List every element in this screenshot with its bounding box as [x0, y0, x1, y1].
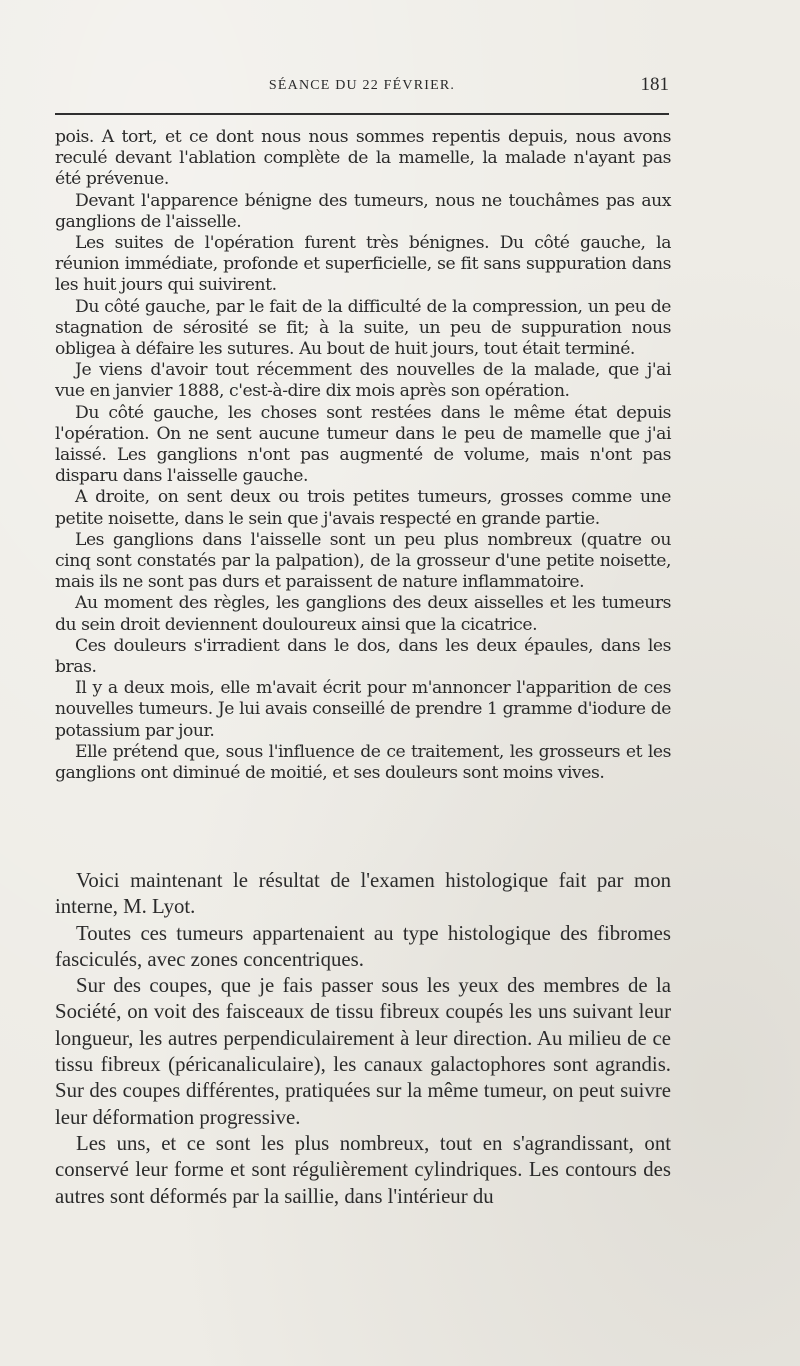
paragraph: Toutes ces tumeurs appartenaient au type histologique des fibromes fasciculés, avec zones concentriques.	[55, 921, 671, 971]
paragraph: Voici maintenant le résultat de l'examen histologique fait par mon interne, M. Lyot.	[55, 869, 671, 919]
running-head: SÉANCE DU 22 FÉVRIER.	[268, 78, 456, 93]
header-rule	[55, 113, 669, 115]
paragraph: Les uns, et ce sont les plus nombreux, tout en s'agrandissant, ont conservé leur forme et sont régulièrement cylindriques. Les contours des autres sont déformés par la saillie, dans l'intérieur du	[55, 1131, 671, 1208]
paragraph: Au moment des règles, les ganglions des deux aisselles et les tumeurs du sein droit deviennent douloureux ainsi que la cicatrice.	[55, 593, 671, 635]
paragraph: pois. A tort, et ce dont nous nous sommes repentis depuis, nous avons reculé devant l'ablation complète de la mamelle, la malade n'ayant pas été prévenue.	[55, 127, 671, 190]
paragraph: Du côté gauche, par le fait de la difficulté de la compression, un peu de stagnation de sérosité se fit; à la suite, un peu de suppuration nous obligea à défaire les sutures. Au bout de huit jours, tout était terminé.	[55, 296, 671, 360]
paragraph: Sur des coupes, que je fais passer sous les yeux des membres de la Société, on voit des faisceaux de tissu fibreux coupés les uns suivant leur longueur, les autres perpendiculairement à leur direction. Au milieu de ce tissu fibreux (péricanaliculaire), les canaux galactophores sont agrandis. Sur des coupes différentes, pratiquées sur la même tumeur, on peut suivre leur déformation progressive.	[55, 974, 671, 1129]
paragraph: Je viens d'avoir tout récemment des nouvelles de la malade, que j'ai vue en janvier 1888, c'est-à-dire dix mois après son opération.	[55, 360, 671, 402]
paragraph: Les suites de l'opération furent très bénignes. Du côté gauche, la réunion immédiate, profonde et superficielle, se fit sans suppuration dans les huit jours qui suivirent.	[55, 233, 671, 296]
case-report-text	[55, 127, 671, 784]
paragraph: Du côté gauche, les choses sont restées dans le même état depuis l'opération. On ne sent aucune tumeur dans le peu de mamelle que j'ai laissé. Les ganglions n'ont pas augmenté de volume, mais n'ont pas disparu dans l'aisselle gauche.	[55, 402, 671, 487]
paragraph: Elle prétend que, sous l'influence de ce traitement, les grosseurs et les ganglions ont diminué de moitié, et ses douleurs sont moins vives.	[55, 741, 671, 784]
page-header	[55, 74, 669, 100]
page-number: 181	[640, 74, 669, 95]
paragraph: Devant l'apparence bénigne des tumeurs, nous ne touchâmes pas aux ganglions de l'aisselle.	[55, 190, 671, 232]
paragraph: A droite, on sent deux ou trois petites tumeurs, grosses comme une petite noisette, dans le sein que j'avais respecté en grande partie.	[55, 487, 671, 529]
paragraph: Ces douleurs s'irradient dans le dos, dans les deux épaules, dans les bras.	[55, 635, 671, 678]
paragraph: Il y a deux mois, elle m'avait écrit pour m'annoncer l'apparition de ces nouvelles tumeurs. Je lui avais conseillé de prendre 1 gramme d'iodure de potassium par jour.	[55, 678, 671, 741]
paragraph: Les ganglions dans l'aisselle sont un peu plus nombreux (quatre ou cinq sont constatés par la palpation), de la grosseur d'une petite noisette, mais ils ne sont pas durs et paraissent de nature inflammatoire.	[55, 529, 671, 593]
histology-text	[55, 868, 671, 1210]
